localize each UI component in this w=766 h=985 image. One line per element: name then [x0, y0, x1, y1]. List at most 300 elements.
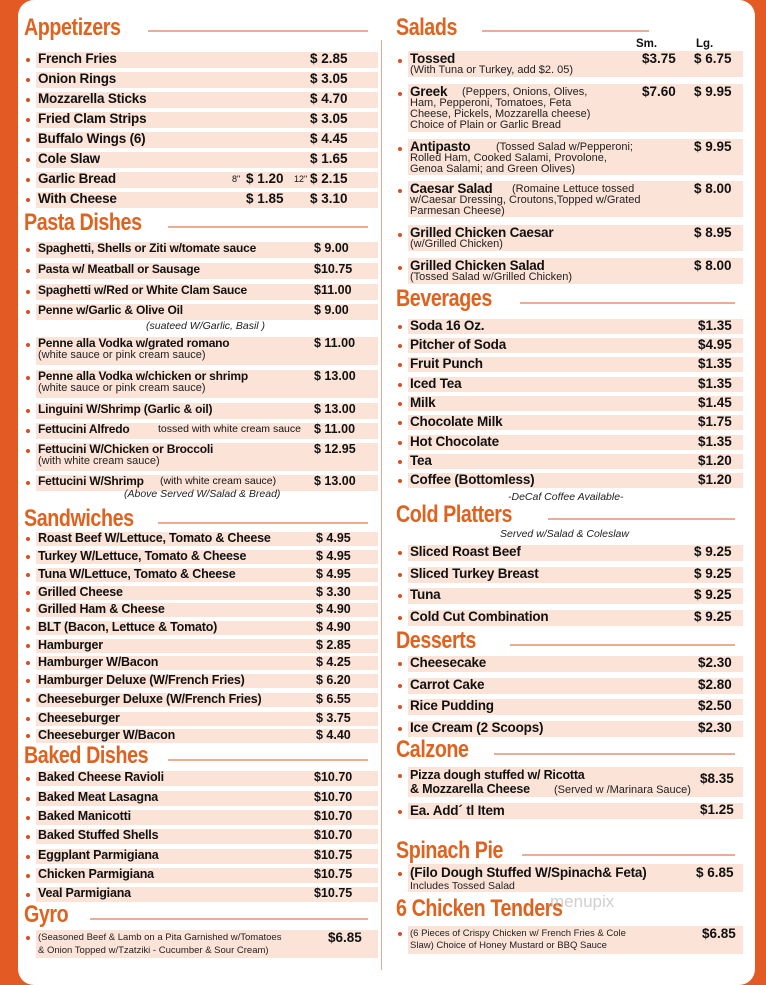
menu-item [18, 828, 380, 847]
item-name: Hamburger W/Bacon [38, 655, 159, 669]
bullet-icon [398, 441, 402, 445]
item-name: Soda 16 Oz. [410, 318, 485, 333]
salad-item [390, 84, 745, 136]
item-name: Baked Meat Lasagna [38, 790, 159, 804]
item-price: $ 6.85 [696, 865, 734, 880]
menu-item [390, 677, 745, 697]
item-desc: (Peppers, Onions, Olives, [462, 86, 588, 98]
bullet-icon [398, 479, 402, 483]
item-price: $ 9.25 [694, 544, 732, 559]
item-name: Fettucini Alfredo [38, 422, 130, 436]
menu-item [18, 673, 380, 691]
item-desc: (Tossed Salad w/Grilled Chicken) [410, 271, 573, 283]
menupix-watermark: menupix [550, 892, 615, 911]
small-size-header: Sm. [636, 38, 658, 50]
bullet-icon [26, 290, 30, 294]
item-name: Hot Chocolate [410, 434, 499, 449]
item-price: $ 9.00 [314, 303, 349, 317]
title-divider [90, 918, 368, 920]
bullet-icon [26, 797, 30, 801]
item-name: Hamburger [38, 638, 103, 652]
menu-item [390, 376, 745, 395]
title-divider [494, 753, 735, 755]
item-name: Cheeseburger W/Bacon [38, 728, 176, 742]
item-name: Rice Pudding [410, 698, 494, 713]
item-name: Hamburger Deluxe (W/French Fries) [38, 673, 245, 687]
large-size-header: Lg. [696, 38, 714, 50]
large-price: $ 8.00 [694, 258, 732, 273]
sandwiches-title: Sandwiches [24, 505, 134, 532]
menu-item [18, 303, 380, 335]
gyro-title: Gyro [24, 901, 69, 928]
menu-item [18, 91, 380, 111]
bullet-icon [26, 777, 30, 781]
beverages-title: Beverages [396, 285, 492, 312]
item-price: $ 4.45 [310, 131, 348, 146]
bullet-icon [26, 118, 30, 122]
large-price: $ 9.95 [694, 139, 732, 154]
size-8-label: 8" [232, 174, 241, 184]
price-12: $ 2.15 [310, 171, 348, 186]
large-price: $ 6.75 [694, 51, 732, 66]
item-name: Pizza dough stuffed w/ Ricotta [410, 768, 585, 782]
menu-item [18, 867, 380, 886]
item-name: Sliced Turkey Breast [410, 566, 539, 581]
item-price: $1.35 [698, 318, 732, 333]
bullet-icon [398, 616, 402, 620]
spinach-pie-title: Spinach Pie [396, 837, 504, 864]
chicken-tenders-title: 6 Chicken Tenders [396, 895, 563, 922]
bullet-icon [398, 189, 402, 193]
item-desc: (w/Grilled Chicken) [410, 238, 503, 250]
item-price: $2.30 [698, 720, 732, 735]
bullet-icon [26, 343, 30, 347]
large-price: $ 8.95 [694, 225, 732, 240]
item-price: $11.00 [314, 283, 352, 297]
bullet-icon [398, 662, 402, 666]
appetizers-title: Appetizers [24, 14, 121, 41]
bullet-icon [398, 774, 402, 778]
bullet-icon [398, 266, 402, 270]
item-price: $1.35 [698, 434, 732, 449]
menu-item [18, 241, 380, 261]
title-divider [168, 226, 368, 228]
item-price: $ 9.25 [694, 587, 732, 602]
item-name: Pitcher of Soda [410, 337, 507, 352]
bullet-icon [26, 893, 30, 897]
item-desc: (6 Pieces of Crispy Chicken w/ French Fries & Cole [410, 928, 626, 939]
bullet-icon [398, 233, 402, 237]
price-8: $ 1.20 [246, 171, 284, 186]
large-price: $ 9.95 [694, 84, 732, 99]
bullet-icon [398, 810, 402, 814]
item-desc: (white sauce or pink cream sauce) [38, 382, 206, 394]
item-price: $ 13.00 [314, 369, 356, 383]
bullet-icon [26, 855, 30, 859]
small-price: $7.60 [642, 84, 676, 99]
title-divider [520, 302, 735, 304]
item-name: Turkey W/Lettuce, Tomato & Cheese [38, 549, 247, 563]
title-divider [522, 854, 735, 856]
item-name: Tuna W/Lettuce, Tomato & Cheese [38, 567, 236, 581]
menu-item [390, 395, 745, 414]
item-name: Eggplant Parmigiana [38, 848, 159, 862]
item-price: $10.70 [314, 809, 353, 823]
bullet-icon [26, 481, 30, 485]
bullet-icon [26, 78, 30, 82]
salad-item [390, 139, 745, 179]
bullet-icon [26, 679, 30, 683]
bullet-icon [398, 344, 402, 348]
item-name: Roast Beef W/Lettuce, Tomato & Cheese [38, 531, 271, 545]
menu-item [18, 655, 380, 673]
bullet-icon [26, 310, 30, 314]
bullet-icon [398, 727, 402, 731]
bullet-icon [26, 816, 30, 820]
decaf-note: -DeCaf Coffee Available- [508, 491, 624, 503]
bullet-icon [26, 734, 30, 738]
menu-page [18, 0, 755, 985]
menu-item [18, 474, 380, 506]
title-divider [168, 759, 368, 761]
item-price: $ 4.25 [316, 655, 351, 669]
item-name: Milk [410, 395, 436, 410]
item-name: Buffalo Wings (6) [38, 131, 146, 146]
menu-item-with-cheese [18, 191, 380, 211]
item-name: Ice Cream (2 Scoops) [410, 720, 544, 735]
item-desc: Slaw) Choice of Honey Mustard or BBQ Sauce [410, 940, 607, 951]
item-price: $10.75 [314, 867, 353, 881]
bullet-icon [398, 684, 402, 688]
bullet-icon [26, 835, 30, 839]
item-desc: (With Tuna or Turkey, add $2. 05) [410, 64, 574, 76]
menu-item [18, 809, 380, 828]
item-price: $ 3.75 [316, 711, 351, 725]
item-extra: (with white cream sauce) [160, 475, 277, 487]
item-price: $ 3.05 [310, 71, 348, 86]
menu-item [18, 336, 380, 368]
salad-item [390, 258, 745, 288]
item-price: $ 11.00 [314, 422, 356, 436]
menu-item-calzone [390, 767, 745, 799]
item-name: Chocolate Milk [410, 414, 503, 429]
item-price: $ 4.70 [310, 91, 348, 106]
bullet-icon [26, 874, 30, 878]
menu-item [18, 692, 380, 710]
item-price: $10.75 [314, 848, 353, 862]
menu-item [18, 422, 380, 442]
bullet-icon [26, 608, 30, 612]
bullet-icon [398, 705, 402, 709]
item-name: Baked Manicotti [38, 809, 131, 823]
bullet-icon [398, 147, 402, 151]
item-name: Penne alla Vodka w/grated romano [38, 336, 230, 350]
menu-item [18, 886, 380, 905]
item-desc: Ham, Pepperoni, Tomatoes, Feta [410, 97, 572, 109]
item-name: Chicken Parmigiana [38, 867, 154, 881]
item-name: Fruit Punch [410, 356, 483, 371]
item-name: Cheeseburger [38, 711, 120, 725]
item-desc: w/Caesar Dressing, Croutons,Topped w/Grated [410, 194, 641, 206]
item-name: Cole Slaw [38, 151, 100, 166]
item-price: $ 6.55 [316, 692, 351, 706]
baked-title: Baked Dishes [24, 742, 149, 769]
item-price: $ 4.40 [316, 728, 351, 742]
item-price: $ 13.00 [314, 474, 356, 488]
item-name: Mozzarella Sticks [38, 91, 147, 106]
bullet-icon [26, 591, 30, 595]
menu-item [18, 770, 380, 789]
item-name: Coffee (Bottomless) [410, 472, 535, 487]
menu-item [18, 585, 380, 603]
menu-item [18, 369, 380, 401]
item-name: Fried Clam Strips [38, 111, 147, 126]
menu-item [18, 638, 380, 656]
bullet-icon [398, 872, 402, 876]
menu-item [390, 356, 745, 375]
item-desc: & Onion Topped w/Tzatziki - Cucumber & Sour Cream) [38, 945, 269, 956]
item-name: Fettucini W/Shrimp [38, 474, 144, 488]
menu-item [18, 151, 380, 171]
size-12-label: 12" [294, 174, 308, 184]
menu-item [18, 848, 380, 867]
bullet-icon [26, 409, 30, 413]
item-price: $1.45 [698, 395, 732, 410]
menu-item [18, 602, 380, 620]
item-name: Iced Tea [410, 376, 462, 391]
item-name: Veal Parmigiana [38, 886, 131, 900]
item-name: Pasta w/ Meatball or Sausage [38, 262, 200, 276]
item-name: BLT (Bacon, Lettuce & Tomato) [38, 620, 218, 634]
bullet-icon [26, 429, 30, 433]
menu-item [18, 790, 380, 809]
menu-item [18, 402, 380, 422]
menu-item [390, 434, 745, 453]
menu-item [390, 453, 745, 472]
item-price: $6.85 [328, 930, 362, 945]
item-desc: Cheese, Pickels, Mozzarella cheese) [410, 108, 591, 120]
menu-item [390, 698, 745, 718]
bullet-icon [26, 248, 30, 252]
bullet-icon [398, 325, 402, 329]
item-name: Baked Cheese Ravioli [38, 770, 164, 784]
menu-item-gyro [18, 930, 380, 960]
menu-item [390, 655, 745, 675]
title-divider [548, 518, 735, 520]
bullet-icon [26, 555, 30, 559]
item-price: $1.35 [698, 376, 732, 391]
title-divider [148, 30, 368, 32]
title-divider [510, 644, 735, 646]
menu-item [18, 567, 380, 585]
menu-item [18, 51, 380, 71]
item-price: $ 4.90 [316, 602, 351, 616]
item-price: $6.85 [702, 926, 736, 941]
bullet-icon [398, 402, 402, 406]
item-price: $ 2.85 [316, 638, 351, 652]
cold-platters-note: Served w/Salad & Coleslaw [500, 528, 629, 540]
item-note: (Above Served W/Salad & Bread) [124, 488, 281, 500]
item-price: $ 9.25 [694, 609, 732, 624]
menu-item [390, 587, 745, 607]
item-name: Penne w/Garlic & Olive Oil [38, 303, 183, 317]
menu-item [390, 609, 745, 629]
bullet-icon [398, 551, 402, 555]
bullet-icon [26, 644, 30, 648]
menu-item [18, 531, 380, 549]
item-name: Tossed [410, 51, 456, 66]
item-name: Tea [410, 453, 432, 468]
item-name: Baked Stuffed Shells [38, 828, 159, 842]
item-price: $2.30 [698, 655, 732, 670]
item-desc: Parmesan Cheese) [410, 205, 505, 217]
menu-item [18, 442, 380, 474]
salad-item [390, 51, 745, 81]
bullet-icon [26, 717, 30, 721]
bullet-icon [398, 573, 402, 577]
item-note: (suateed W/Garlic, Basil ) [146, 320, 266, 332]
item-name: Spaghetti w/Red or White Clam Sauce [38, 283, 248, 297]
item-name: Grilled Chicken Salad [410, 258, 545, 273]
item-name-line2: & Mozzarella Cheese [410, 782, 530, 796]
item-price: $1.35 [698, 356, 732, 371]
item-name: Grilled Chicken Caesar [410, 225, 554, 240]
item-price: $ 1.65 [310, 151, 348, 166]
item-price: $ 12.95 [314, 442, 356, 456]
item-name: Cold Cut Combination [410, 609, 549, 624]
menu-item [18, 283, 380, 303]
item-name: French Fries [38, 51, 117, 66]
menu-item [390, 566, 745, 586]
menu-item [390, 544, 745, 564]
item-name: Garlic Bread [38, 171, 116, 186]
price-12: $ 3.10 [310, 191, 348, 206]
item-price: $2.50 [698, 698, 732, 713]
bullet-icon [398, 594, 402, 598]
pasta-title: Pasta Dishes [24, 209, 142, 236]
menu-item-garlic-bread [18, 171, 380, 191]
item-name: Sliced Roast Beef [410, 544, 521, 559]
bullet-icon [398, 421, 402, 425]
item-price: $10.70 [314, 828, 353, 842]
bullet-icon [26, 376, 30, 380]
item-desc: (Tossed Salad w/Pepperoni; [496, 141, 633, 153]
menu-item [18, 620, 380, 638]
item-price: $ 4.95 [316, 531, 351, 545]
item-name: Spaghetti, Shells or Ziti w/tomate sauce [38, 241, 257, 255]
bullet-icon [26, 98, 30, 102]
bullet-icon [26, 936, 30, 940]
item-desc: (with white cream sauce) [38, 455, 160, 467]
item-name: Grilled Ham & Cheese [38, 602, 165, 616]
menu-item [390, 318, 745, 337]
title-divider [482, 30, 649, 32]
item-name: Fettucini W/Chicken or Broccoli [38, 442, 214, 456]
item-price: $10.75 [314, 886, 353, 900]
item-desc: (white sauce or pink cream sauce) [38, 349, 206, 361]
item-name: Cheeseburger Deluxe (W/French Fries) [38, 692, 262, 706]
item-price: $ 3.05 [310, 111, 348, 126]
item-price: $8.35 [700, 771, 734, 786]
bullet-icon [26, 573, 30, 577]
item-desc: Genoa Salami; and Green Olives) [410, 163, 576, 175]
menu-item-chicken-tenders [390, 926, 745, 956]
item-desc: Rolled Ham, Cooked Salami, Provolone, [410, 152, 607, 164]
bullet-icon [26, 198, 30, 202]
bullet-icon [26, 698, 30, 702]
item-desc: (Served w /Marinara Sauce) [554, 784, 691, 796]
item-name: Antipasto [410, 139, 471, 154]
item-desc: (Romaine Lettuce tossed [512, 183, 635, 195]
item-name: Grilled Cheese [38, 585, 123, 599]
item-price: $ 4.90 [316, 620, 351, 634]
item-name: With Cheese [38, 191, 117, 206]
item-price: $ 2.85 [310, 51, 348, 66]
bullet-icon [398, 92, 402, 96]
item-price: $1.25 [700, 802, 734, 817]
menu-item [390, 337, 745, 356]
menu-item-extra [390, 802, 745, 822]
item-price: $ 6.20 [316, 673, 351, 687]
desserts-title: Desserts [396, 627, 476, 654]
menu-item-spinach-pie [390, 864, 745, 894]
item-name: Ea. Add´ tl Item [410, 803, 505, 818]
cold-platters-title: Cold Platters [396, 501, 513, 528]
item-name: Penne alla Vodka w/chicken or shrimp [38, 369, 248, 383]
item-name: Linguini W/Shrimp (Garlic & oil) [38, 402, 213, 416]
bullet-icon [26, 537, 30, 541]
bullet-icon [398, 363, 402, 367]
item-name: (Filo Dough Stuffed W/Spinach& Feta) [410, 865, 647, 880]
item-name: Carrot Cake [410, 677, 485, 692]
item-desc: Choice of Plain or Garlic Bread [410, 119, 562, 131]
item-price: $1.20 [698, 472, 732, 487]
item-price: $ 13.00 [314, 402, 356, 416]
item-desc: (Seasoned Beef & Lamb on a Pita Garnished w/Tomatoes [38, 932, 282, 943]
bullet-icon [398, 460, 402, 464]
bullet-icon [26, 158, 30, 162]
item-price: $1.20 [698, 453, 732, 468]
item-price: $10.70 [314, 770, 353, 784]
large-price: $ 8.00 [694, 181, 732, 196]
menu-item [18, 131, 380, 151]
item-price: $1.75 [698, 414, 732, 429]
menu-item [18, 549, 380, 567]
bullet-icon [398, 932, 402, 936]
menu-item [18, 711, 380, 729]
bullet-icon [26, 626, 30, 630]
column-divider [381, 40, 382, 970]
price-8: $ 1.85 [246, 191, 284, 206]
item-price: $ 3.30 [316, 585, 351, 599]
item-price: $10.70 [314, 790, 353, 804]
small-price: $3.75 [642, 51, 676, 66]
item-price: $ 4.95 [316, 567, 351, 581]
bullet-icon [26, 58, 30, 62]
item-name: Onion Rings [38, 71, 117, 86]
item-name: Tuna [410, 587, 441, 602]
bullet-icon [398, 59, 402, 63]
item-name: Greek [410, 84, 448, 99]
bullet-icon [398, 383, 402, 387]
item-price: $ 4.95 [316, 549, 351, 563]
item-price: $ 9.00 [314, 241, 349, 255]
item-extra: tossed with white cream sauce [158, 423, 301, 435]
item-price: $2.80 [698, 677, 732, 692]
bullet-icon [26, 269, 30, 273]
item-price: $4.95 [698, 337, 732, 352]
item-name: Caesar Salad [410, 181, 493, 196]
